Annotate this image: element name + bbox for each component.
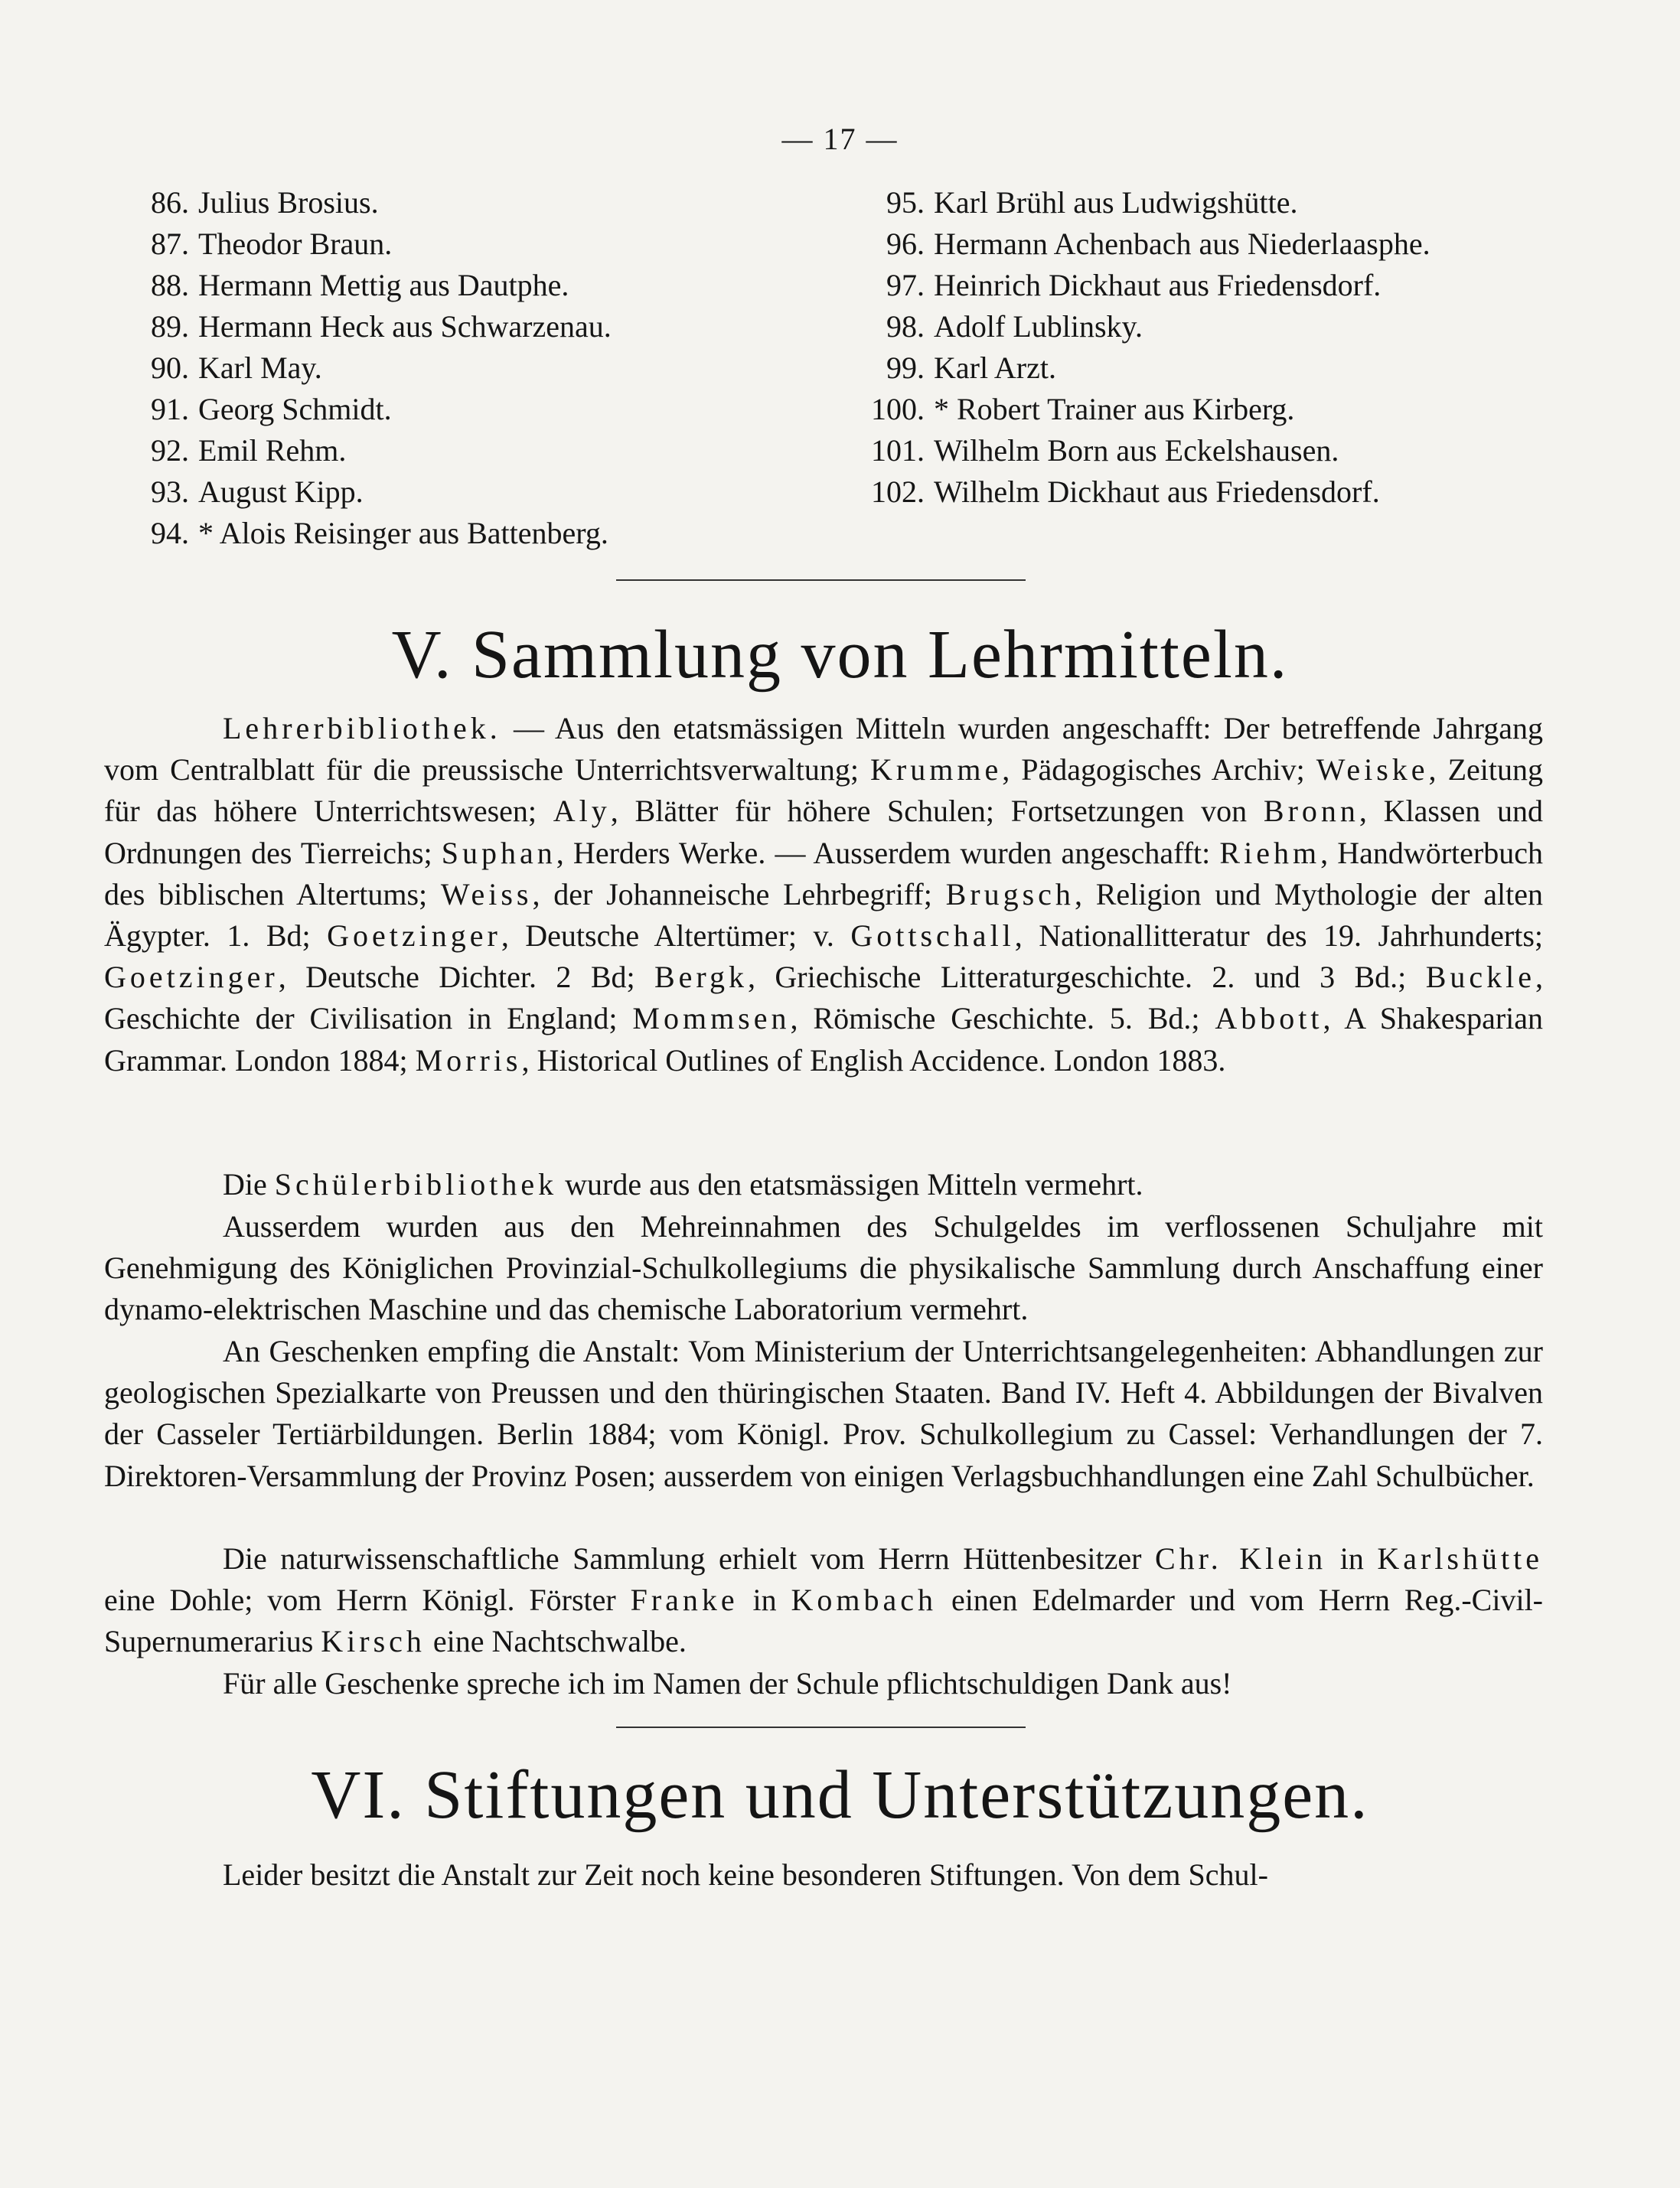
entry-name: Julius Brosius. (198, 185, 379, 220)
emphasized-text: Morris (415, 1042, 522, 1078)
list-item (120, 430, 809, 471)
body-text: , Klassen und Ordnungen des Tierreichs; (104, 794, 1544, 870)
body-text: in (1326, 1541, 1378, 1576)
body-text: , Griechische Litteraturgeschichte. 2. und 3 Bd.; (748, 960, 1426, 995)
emphasized-text: Gottschall (850, 918, 1015, 954)
student-list-right (850, 182, 1584, 513)
list-item (850, 347, 1584, 389)
body-text: , Römische Geschichte. 5. Bd.; (790, 1001, 1215, 1036)
entry-name: * Robert Trainer aus Kirberg. (934, 392, 1295, 426)
list-item (850, 471, 1584, 513)
body-text: , Pädagogisches Archiv; (1002, 752, 1316, 787)
list-item (850, 265, 1584, 306)
entry-name: Hermann Mettig aus Dautphe. (198, 268, 569, 302)
paragraph-lehrerbibliothek (104, 708, 1543, 1081)
section-heading-vi: VI. Stiftungen und Unterstützungen. (311, 1757, 1369, 1833)
emphasized-text: Chr. Klein (1154, 1541, 1327, 1576)
entry-number: 100. (871, 392, 925, 426)
list-item (120, 265, 809, 306)
entry-number: 87. (151, 227, 189, 261)
emphasized-text: Goetzinger (104, 960, 279, 995)
body-text: , Deutsche Dichter. 2 Bd; (278, 960, 654, 995)
body-text: , Herders Werke. — Ausserdem wurden angeschafft: (556, 835, 1220, 870)
emphasized-text: Lehrerbibliothek. (223, 711, 501, 745)
emphasized-text: Aly (553, 794, 611, 829)
emphasized-text: Suphan (441, 835, 556, 870)
body-text: , Blätter für höhere Schulen; Fortsetzungen von (610, 794, 1264, 829)
body-text: , Zeitung für das höhere Unterrichtswesen; (104, 752, 1543, 829)
body-text: einen Edelmarder und vom Herrn Reg.-Civil-Supernumerarius (104, 1583, 1543, 1659)
emphasized-text: Brugsch (945, 876, 1075, 911)
entry-number: 94. (151, 516, 189, 550)
entry-number: 101. (871, 433, 925, 468)
list-item (120, 306, 809, 347)
body-text: in (738, 1583, 791, 1618)
paragraph-mehreinnahmen: Ausserdem wurden aus den Mehreinnahmen des Schulgeldes im verflossenen Schuljahre mit Genehmigung des Königlichen Provinzial-Schulkollegiums die physikalische Sammlung durch Anschaffung einer dynamo-elektrischen Maschine und das chemische Laboratorium vermehrt. (104, 1209, 1543, 1327)
emphasized-text: Kirsch (321, 1624, 426, 1659)
list-item (120, 223, 809, 265)
paragraph-naturwissenschaft (104, 1538, 1543, 1663)
emphasized-text: Bronn (1263, 794, 1359, 829)
list-item (120, 182, 809, 223)
entry-name: Hermann Achenbach aus Niederlaasphe. (934, 227, 1430, 261)
body-text: Die naturwissenschaftliche Sammlung erhielt vom Herrn Hüttenbesitzer (223, 1541, 1155, 1576)
emphasized-text: Weiske (1316, 752, 1429, 787)
emphasized-text: Weiss (440, 876, 533, 911)
body-text: , Nationallitteratur des 19. Jahrhunderts; (1014, 918, 1544, 954)
body-text: eine Dohle; vom Herrn Königl. Förster (104, 1583, 631, 1618)
entry-number: 90. (151, 351, 189, 385)
body-text: eine Nachtschwalbe. (425, 1624, 687, 1659)
page-number: — 17 — (781, 122, 899, 156)
body-text: Die (223, 1167, 275, 1202)
body-text: , der Johanneische Lehrbegriff; (532, 876, 946, 911)
body-text: — Aus den etatsmässigen Mitteln wurden angeschafft: Der betreffende Jahrgang vom Centralblatt für die preussische Unterrichtsverwaltung; (104, 711, 1543, 787)
section-heading-v: V. Sammlung von Lehrmitteln. (391, 617, 1289, 693)
entry-name: Hermann Heck aus Schwarzenau. (198, 309, 612, 344)
entry-name: Karl Arzt. (934, 351, 1056, 385)
entry-name: Karl May. (198, 351, 322, 385)
list-item (850, 223, 1584, 265)
entry-name: Emil Rehm. (198, 433, 347, 468)
entry-number: 98. (886, 309, 925, 344)
list-item (120, 513, 809, 554)
section-divider (616, 1727, 1026, 1728)
body-text: , Religion und Mythologie der alten Ägypter. 1. Bd; (104, 876, 1544, 954)
entry-name: Heinrich Dickhaut aus Friedensdorf. (934, 268, 1382, 302)
emphasized-text: Riehm (1219, 835, 1321, 870)
entry-number: 95. (886, 185, 925, 220)
entry-name: Wilhelm Dickhaut aus Friedensdorf. (934, 474, 1380, 509)
list-item (850, 182, 1584, 223)
entry-number: 99. (886, 351, 925, 385)
entry-number: 91. (151, 392, 189, 426)
list-item (120, 389, 809, 430)
entry-name: Theodor Braun. (198, 227, 393, 261)
list-item (850, 389, 1584, 430)
entry-number: 88. (151, 268, 189, 302)
entry-name: August Kipp. (198, 474, 364, 509)
list-item (120, 347, 809, 389)
entry-number: 96. (886, 227, 925, 261)
paragraph-stiftungen: Leider besitzt die Anstalt zur Zeit noch keine besonderen Stiftungen. Von dem Schul- (223, 1857, 1268, 1892)
entry-name: Karl Brühl aus Ludwigshütte. (934, 185, 1298, 220)
emphasized-text: Schülerbibliothek (274, 1167, 558, 1202)
entry-number: 89. (151, 309, 189, 344)
body-text: , Deutsche Altertümer; v. (501, 918, 851, 954)
emphasized-text: Kombach (791, 1583, 938, 1618)
entry-name: * Alois Reisinger aus Battenberg. (198, 516, 608, 550)
list-item (850, 306, 1584, 347)
entry-number: 102. (871, 474, 925, 509)
emphasized-text: Krumme (870, 752, 1003, 787)
emphasized-text: Buckle (1425, 960, 1535, 995)
emphasized-text: Abbott (1215, 1001, 1323, 1036)
entry-name: Adolf Lublinsky. (934, 309, 1143, 344)
entry-number: 97. (886, 268, 925, 302)
entry-name: Georg Schmidt. (198, 392, 392, 426)
paragraph-geschenke: An Geschenken empfing die Anstalt: Vom Ministerium der Unterrichtsangelegenheiten: Abhandlungen zur geologischen Spezialkarte von Preussen und den thüringischen Staaten. Band IV. Heft 4. Abbildungen der Bivalven der Casseler Tertiärbildungen. Berlin 1884; vom Königl. Prov. Schulkollegium zu Cassel: Verhandlungen der 7. Direktoren-Versammlung der Provinz Posen; ausserdem von einigen Verlagsbuchhandlungen eine Zahl Schulbücher. (104, 1334, 1543, 1493)
emphasized-text: Karlshütte (1377, 1541, 1543, 1576)
section-divider (616, 579, 1026, 581)
entry-number: 86. (151, 185, 189, 220)
list-item (850, 430, 1584, 471)
paragraph-dank: Für alle Geschenke spreche ich im Namen der Schule pflichtschuldigen Dank aus! (223, 1666, 1232, 1701)
body-text: , Geschichte der Civilisation in England; (104, 960, 1543, 1036)
list-item (120, 471, 809, 513)
paragraph-schuelerbibliothek (104, 1164, 1543, 1205)
entry-name: Wilhelm Born aus Eckelshausen. (934, 433, 1339, 468)
emphasized-text: Bergk (654, 960, 749, 995)
emphasized-text: Franke (630, 1583, 739, 1618)
body-text: , Historical Outlines of English Accidence. London 1883. (521, 1042, 1226, 1078)
body-text: wurde aus den etatsmässigen Mitteln vermehrt. (557, 1167, 1143, 1202)
emphasized-text: Mommsen (632, 1001, 791, 1036)
student-list-left (120, 182, 809, 554)
body-text: , A Shakesparian Grammar. London 1884; (104, 1001, 1544, 1078)
entry-number: 92. (151, 433, 189, 468)
emphasized-text: Goetzinger (327, 918, 501, 954)
body-text: , Handwörterbuch des biblischen Altertums; (104, 835, 1543, 911)
entry-number: 93. (151, 474, 189, 509)
